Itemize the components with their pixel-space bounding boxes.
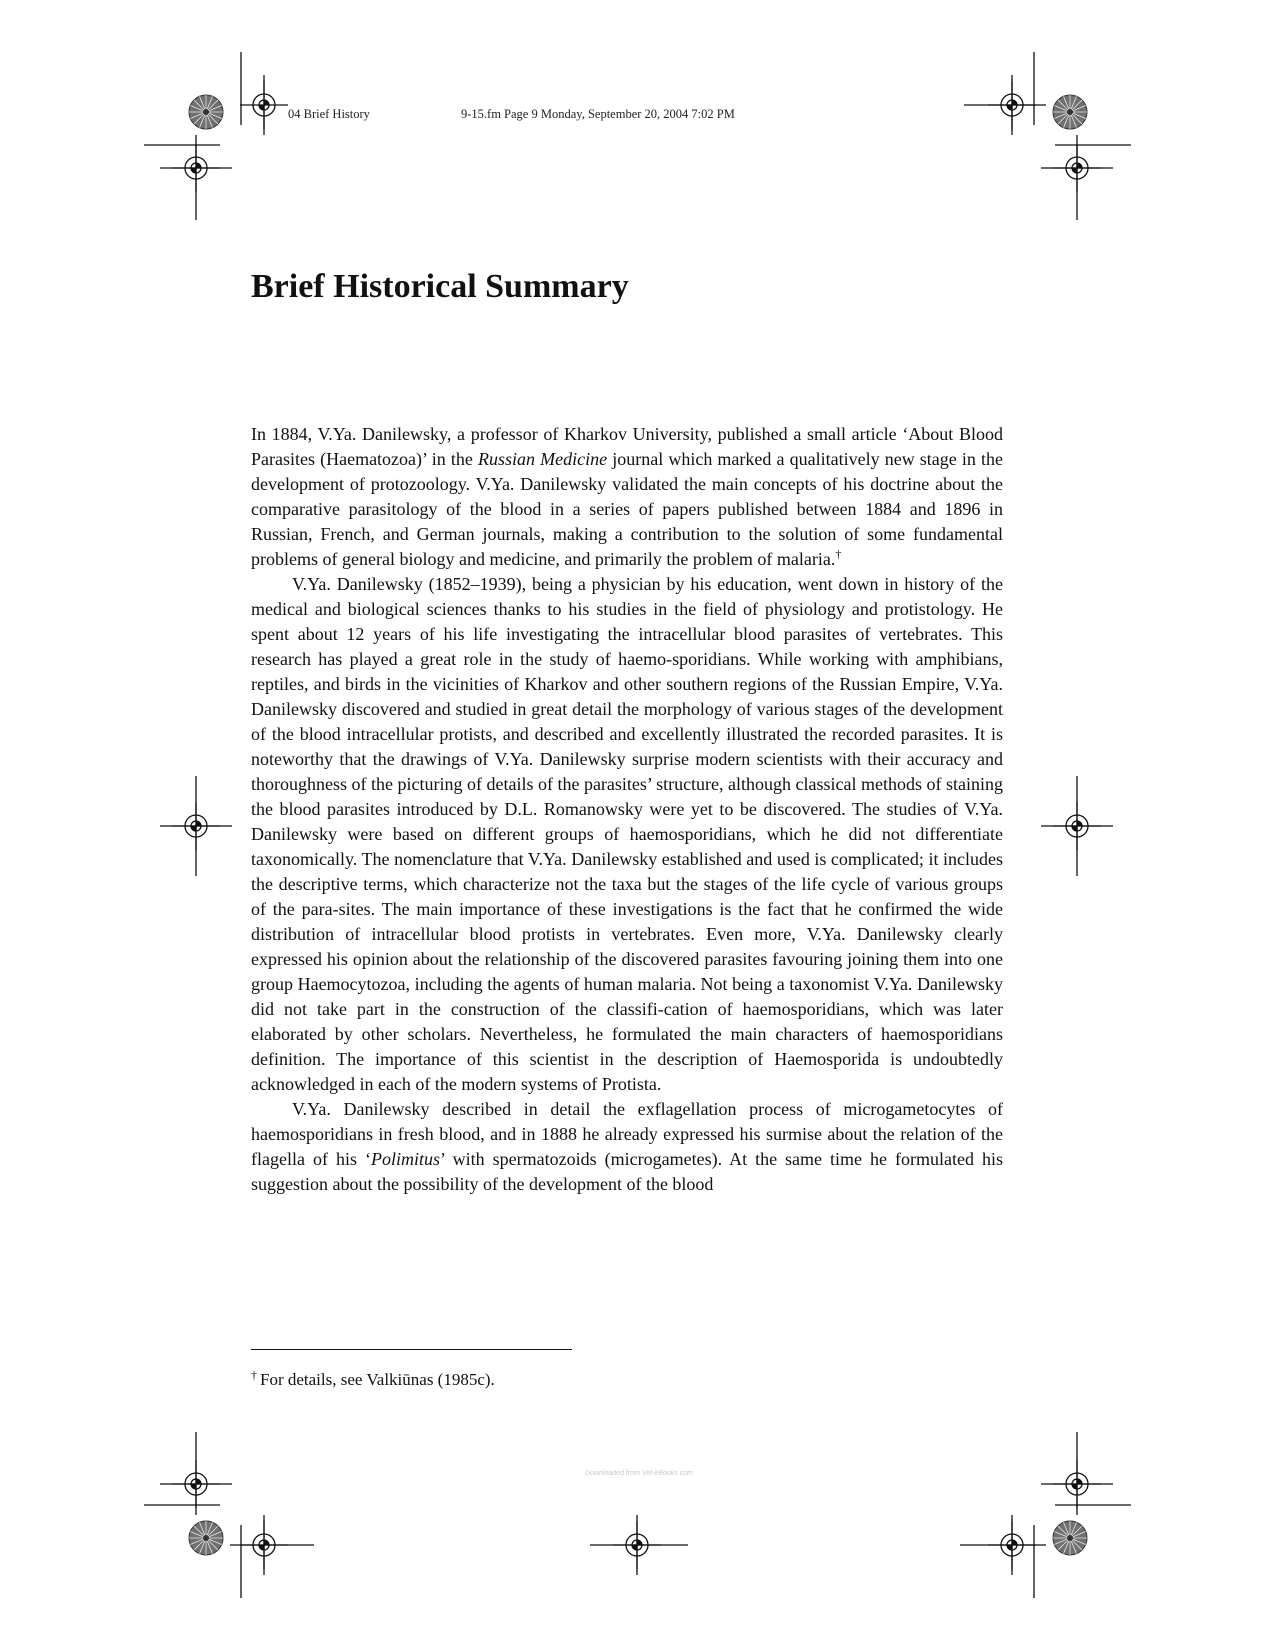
chapter-title: Brief Historical Summary (251, 268, 629, 305)
paragraph-1 (251, 422, 1003, 572)
body-text (251, 422, 1003, 1197)
footnote-mark: † (251, 1368, 257, 1382)
footnote-reference: † (835, 547, 842, 561)
paragraph-3 (251, 1097, 1003, 1197)
genus-name-italic: Polimitus (370, 1149, 440, 1169)
slug-page-info: 9-15.fm Page 9 Monday, September 20, 2004 7:02 PM (461, 107, 735, 121)
paragraph-1-text-a: In 1884, V.Ya. Danilewsky, a professor of Kharkov University, published a small article ‘About Blood Parasites (Haematozoa)’ in the (251, 424, 1003, 469)
footnote-divider (251, 1349, 572, 1350)
slug-filename: 04 Brief History (288, 107, 370, 121)
footnote-text: For details, see Valkiūnas (1985c). (260, 1370, 495, 1389)
journal-title-italic: Russian Medicine (478, 449, 608, 469)
footnote (251, 1369, 495, 1391)
paragraph-3-text-a: V.Ya. Danilewsky described in detail the exflagellation process of microgametocytes of haemosporidians in fresh blood, and in 1888 he already expressed his surmise about the relation of the flagella of his ‘ (251, 1099, 1003, 1169)
watermark: Downloaded from Vet-eBooks.com (585, 1470, 693, 1477)
paragraph-1-text-b: journal which marked a qualitatively new stage in the development of protozoology. V.Ya. Danilewsky validated the main concepts of his doctrine about the comparative parasitology of the blood in a series of papers published between 1884 and 1896 in Russian, French, and German journals, making a contribution to the solution of some fundamental problems of general biology and medicine, and primarily the problem of malaria. (251, 449, 1004, 569)
paragraph-3-text-b: ’ with spermatozoids (microgametes). At the same time he formulated his suggestion about the possibility of the development of the blood (251, 1149, 1003, 1194)
paragraph-2: V.Ya. Danilewsky (1852–1939), being a physician by his education, went down in history of the medical and biological sciences thanks to his studies in the field of physiology and protistology. He spent about 12 years of his life investigating the intracellular blood parasites of vertebrates. This research has played a great role in the study of haemo-sporidians. While working with amphibians, reptiles, and birds in the vicinities of Kharkov and other southern regions of the Russian Empire, V.Ya. Danilewsky discovered and studied in great detail the morphology of various stages of the development of the blood intracellular protists, and described and excellently illustrated the recorded parasites. It is noteworthy that the drawings of V.Ya. Danilewsky surprise modern scientists with their accuracy and thoroughness of the picturing of details of the parasites’ structure, although classical methods of staining the blood parasites introduced by D.L. Romanowsky were yet to be discovered. The studies of V.Ya. Danilewsky were based on different groups of haemosporidians, which he did not differentiate taxonomically. The nomenclature that V.Ya. Danilewsky established and used is complicated; it includes the descriptive terms, which characterize not the taxa but the stages of the life cycle of various groups of the para-sites. The main importance of these investigations is the fact that he confirmed the wide distribution of intracellular blood protists in vertebrates. Even more, V.Ya. Danilewsky clearly expressed his opinion about the relationship of the discovered parasites favouring joining them into one group Haemocytozoa, including the agents of human malaria. Not being a taxonomist V.Ya. Danilewsky did not take part in the construction of the classifi-cation of haemosporidians, which was later elaborated by other scholars. Nevertheless, he formulated the main characters of haemosporidians definition. The importance of this scientist in the description of Haemosporida is undoubtedly acknowledged in each of the modern systems of Protista. (251, 574, 1003, 1094)
